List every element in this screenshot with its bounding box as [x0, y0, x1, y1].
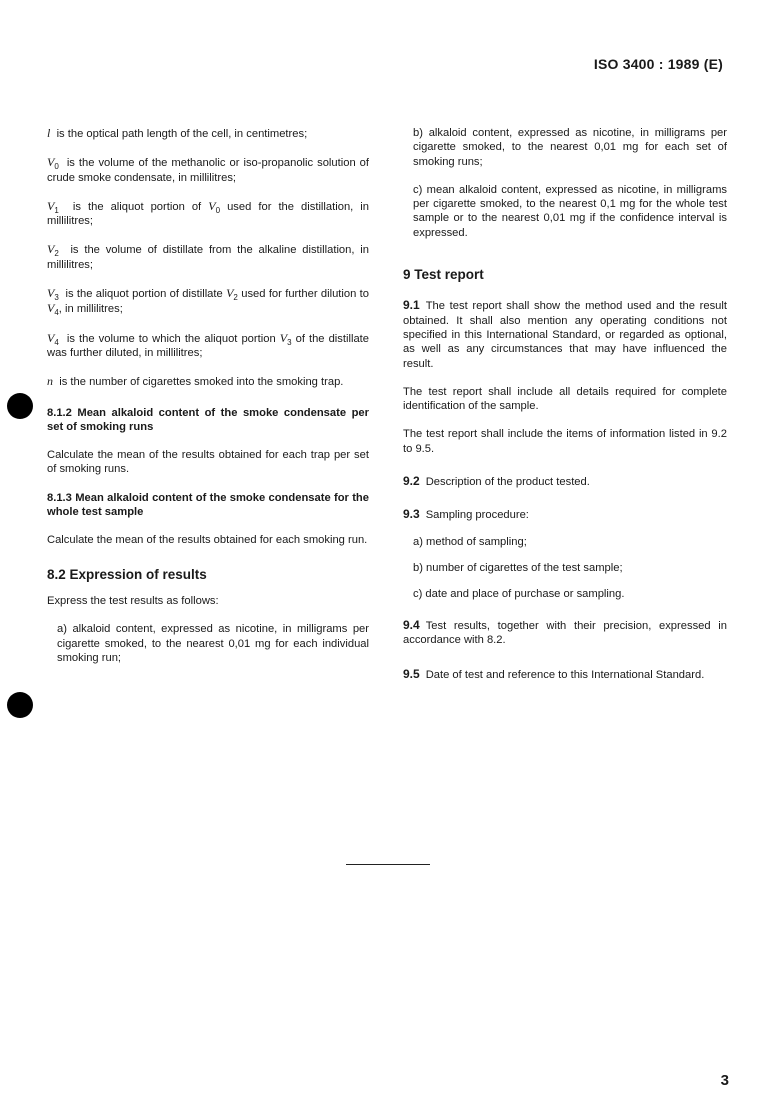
text-8-1-2: Calculate the mean of the results obtained for each trap per set of smoking runs. [47, 449, 369, 476]
page-number: 3 [720, 1072, 729, 1089]
right-column [403, 126, 727, 682]
para-9-3: 9.3 Sampling procedure: [403, 507, 529, 522]
punch-hole-top [7, 393, 33, 419]
text-8-2: Express the test results as follows: [47, 594, 219, 607]
para-9-1-b: The test report shall include all details required for complete identification of the sample. [403, 385, 727, 413]
heading-8-1-2: 8.1.2 Mean alkaloid content of the smoke condensate per set of smoking runs [47, 406, 369, 433]
para-9-1-c: The test report shall include the items of information listed in 9.2 to 9.5. [403, 428, 727, 455]
def-l: l is the optical path length of the cell, in centimetres; [47, 126, 308, 140]
heading-8-1-3: 8.1.3 Mean alkaloid content of the smoke condensate for the whole test sample [47, 491, 369, 519]
para-9-4: 9.4 Test results, together with their precision, expressed in accordance with 8.2. [403, 617, 727, 646]
def-v0: $V_0$ is the volume of the methanolic or iso-propanolic solution of crude smoke condensate, in millilitres; [47, 155, 369, 184]
list-item-9-3-b: b) number of cigarettes of the test sample; [413, 561, 623, 574]
punch-hole-bottom [7, 692, 33, 718]
end-rule [346, 864, 430, 865]
list-item-8-2-b: b) alkaloid content, expressed as nicotine, in milligrams per cigarette smoked, to the nearest 0,01 mg for each set of smoking runs; [413, 127, 727, 168]
def-v4: $V_4$ is the volume to which the aliquot portion $V_3$ of the distillate was further diluted, in millilitres; [47, 330, 370, 359]
list-item-9-3-c: c) date and place of purchase or sampling. [413, 588, 625, 601]
left-column [47, 126, 369, 679]
para-9-5: 9.5 Date of test and reference to this International Standard. [403, 667, 705, 682]
header-standard-id: ISO 3400 : 1989 (E) [593, 56, 723, 72]
para-9-1: 9.1 The test report shall show the method used and the result obtained. It shall also mention any operating conditions not specified in this International Standard, or regarded as optional, as well as any circumstances that may have influenced the result. [403, 298, 727, 370]
def-n: n is the number of cigarettes smoked into the smoking trap. [47, 374, 344, 389]
heading-9: 9 Test report [403, 267, 484, 283]
list-item-8-2-a: a) alkaloid content, expressed as nicotine, in milligrams per cigarette smoked, to the nearest 0,01 mg for each individual smoking run; [57, 623, 369, 664]
def-v3: $V_3$ is the aliquot portion of distillate $V_2$ used for further dilution to $V_4$, in millilitres; [47, 286, 370, 318]
heading-8-2: 8.2 Expression of results [47, 566, 207, 582]
def-v2: $V_2$ is the volume of distillate from the alkaline distillation, in millilitres; [47, 242, 370, 271]
def-v1: $V_1$ is the aliquot portion of $V_0$ used for the distillation, in millilitres; [47, 198, 370, 228]
text-8-1-3: Calculate the mean of the results obtained for each smoking run. [47, 534, 368, 547]
list-item-8-2-c: c) mean alkaloid content, expressed as nicotine, in milligrams per cigarette smoked, to the nearest 0,1 mg for the whole test sample or to the nearest 0,01 mg if the confidence interval is expressed. [413, 183, 727, 239]
list-item-9-3-a: a) method of sampling; [413, 535, 527, 548]
para-9-2: 9.2 Description of the product tested. [403, 474, 590, 489]
